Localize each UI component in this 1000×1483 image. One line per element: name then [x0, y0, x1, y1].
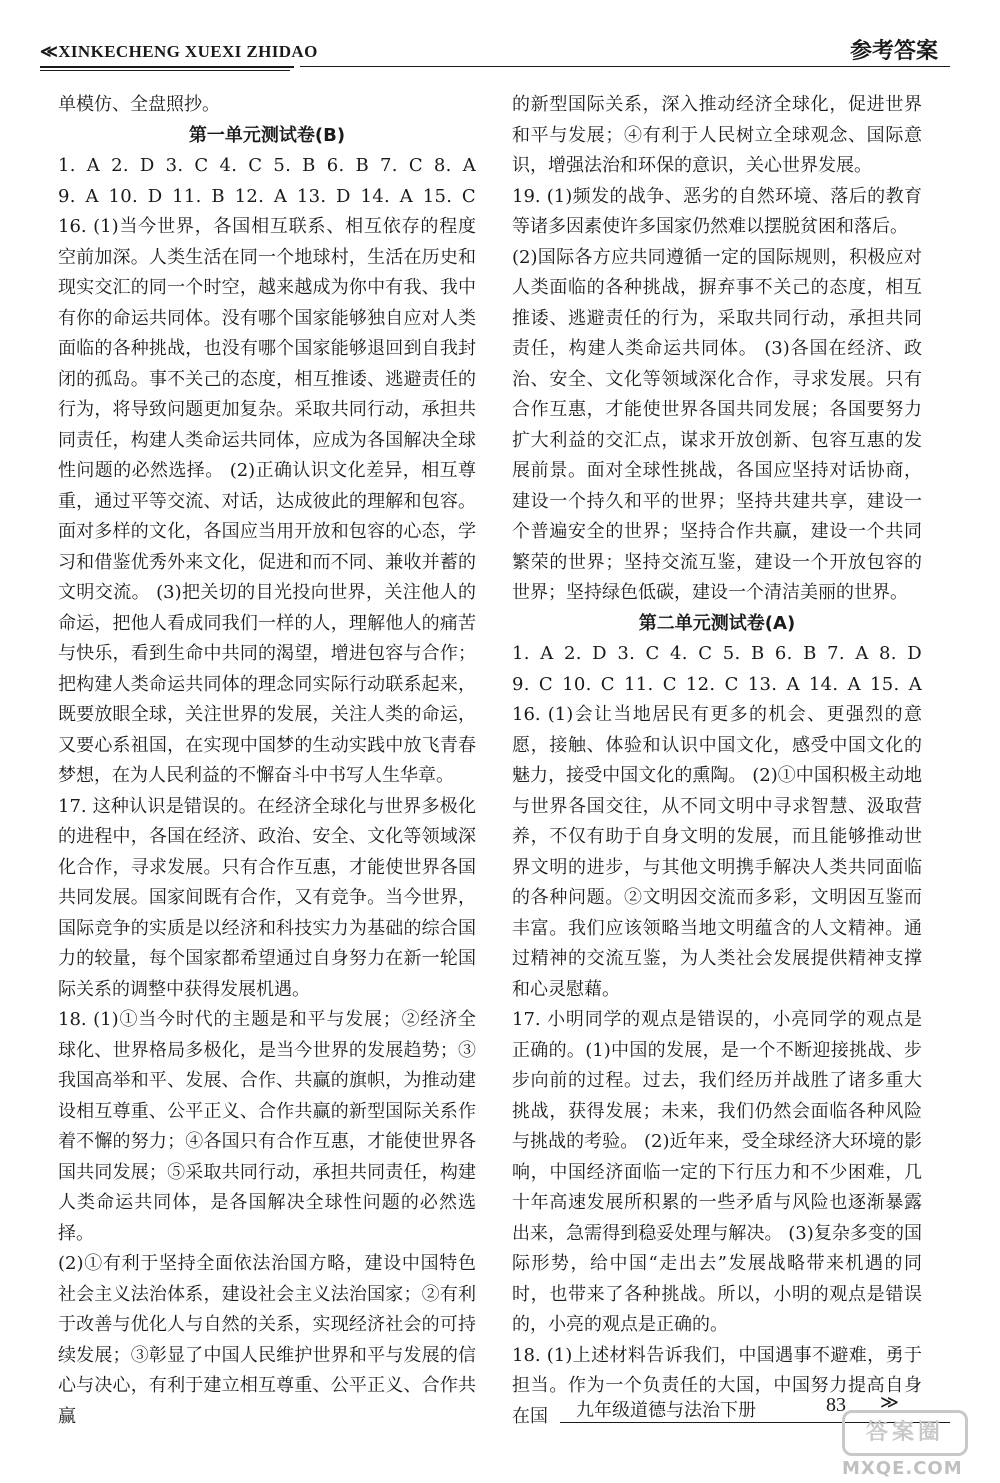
answer-paragraph: 18. (1)①当今时代的主题是和平与发展；②经济全球化、世界格局多极化，是当今世界的发展趋势；③我国高举和平、发展、合作、共赢的旗帜，为推动建设相互尊重、公平正义、合作共赢的新型国际关系作着不懈的努力；④各国只有合作互惠，才能使世界各国共同发展；⑤采取共同行动，承担共同责任，构建人类命运共同体，是各国解决全球性问题的必然选择。 [58, 1009, 476, 1244]
answer-paragraph: 单模仿、全盘照抄。 [58, 94, 220, 115]
book-title: 九年级道德与法治下册 [576, 1400, 756, 1421]
left-column [58, 90, 476, 1432]
answer-paragraph: 16. (1)会让当地居民有更多的机会、更强烈的意愿，接触、体验和认识中国文化，感受中国文化的魅力，接受中国文化的熏陶。 (2)①中国积极主动地与世界各国交往，从不同文明中寻求智慧、汲取营养，不仅有助于自身文明的发展，而且能够推动世界文明的进步，与其他文明携手解决人类共同面临的各种问题。②文明因交流而多彩，文明因互鉴而丰富。我们应该领略当地文明蕴含的人文精神。通过精神的交流互鉴，为人类社会发展提供精神支撑和心灵慰藉。 [512, 704, 922, 1000]
answer-key-row: 1. A 2. D 3. C 4. C 5. B 6. B 7. C 8. A [58, 155, 476, 176]
answer-key-row: 9. A 10. D 11. B 12. A 13. D 14. A 15. C [58, 185, 476, 207]
section-heading: 第一单元测试卷(B) [188, 124, 346, 146]
answer-paragraph: (2)国际各方应共同遵循一定的国际规则，积极应对人类面临的各种挑战，摒弃事不关己的态度，相互推诿、逃避责任的行为，采取共同行动，承担共同责任，构建人类命运共同体。 (3)各国在经济、政治、安全、文化等领域深化合作，寻求发展。只有合作互惠，才能使世界各国共同发展；各国要努力扩大利益的交汇点，谋求开放创新、包容互惠的发展前景。面对全球性挑战，各国应坚持对话协商，建设一个持久和平的世界；坚持共建共享，建设一个普遍安全的世界；坚持合作共赢，建设一个共同繁荣的世界；坚持交流互鉴，建设一个开放包容的世界；坚持绿色低碳，建设一个清洁美丽的世界。 [512, 246, 922, 603]
next-arrows-icon: ≫ [880, 1392, 899, 1413]
answer-paragraph: 19. (1)频发的战争、恶劣的自然环境、落后的教育等诸多因素使许多国家仍然难以摆脱贫困和落后。 [512, 185, 922, 237]
brand-title: ≪XINKECHENG XUEXI ZHIDAO [40, 42, 318, 61]
answer-paragraph: (2)①有利于坚持全面依法治国方略，建设中国特色社会主义法治体系，建设社会主义法治国家；②有利于改善与优化人与自然的关系，实现经济社会的可持续发展；③彰显了中国人民维护世界和平与发展的信心与决心，有利于建立相互尊重、公平正义、合作共赢 [58, 1253, 476, 1427]
answer-paragraph: 16. (1)当今世界，各国相互联系、相互依存的程度空前加深。人类生活在同一个地球村，生活在历史和现实交汇的同一个时空，越来越成为你中有我、我中有你的命运共同体。没有哪个国家能够独自应对人类面临的各种挑战，也没有哪个国家能够退回到自我封闭的孤岛。事不关己的态度，相互推诿、逃避责任的行为，将导致问题更加复杂。采取共同行动，承担共同责任，构建人类命运共同体，应成为各国解决全球性问题的必然选择。 (2)正确认识文化差异，相互尊重，通过平等交流、对话，达成彼此的理解和包容。面对多样的文化，各国应当用开放和包容的心态，学习和借鉴优秀外来文化，促进和而不同、兼收并蓄的文明交流。 (3)把关切的目光投向世界，关注他人的命运，把他人看成同我们一样的人，理解他人的痛苦与快乐，看到生命中共同的渴望，增进包容与合作；把构建人类命运共同体的理念同实际行动联系起来，既要放眼全球，关注世界的发展，关注人类的命运，又要心系祖国，在实现中国梦的生动实践中放飞青春梦想，在为人民利益的不懈奋斗中书写人生华章。 [58, 216, 476, 786]
watermark-url: MXQE.COM [842, 1458, 963, 1479]
brand-underline-thin [40, 70, 290, 71]
section-title: 参考答案 [849, 39, 938, 64]
answer-key-row: 9. C 10. C 11. C 12. C 13. A 14. A 15. A [512, 673, 922, 695]
answer-paragraph: 17. 小明同学的观点是错误的，小亮同学的观点是正确的。(1)中国的发展，是一个不断迎接挑战、步步向前的过程。过去，我们经历并战胜了诸多重大挑战，获得发展；未来，我们仍然会面临各种风险与挑战的考验。 (2)近年来，受全球经济大环境的影响，中国经济面临一定的下行压力和不少困难，几十年高速发展所积累的一些矛盾与风险也逐渐暴露出来，急需得到稳妥处理与解决。 (3)复杂多变的国际形势，给中国“走出去”发展战略带来机遇的同时，也带来了各种挑战。所以，小明的观点是错误的，小亮的观点是正确的。 [512, 1009, 922, 1335]
answer-paragraph: 17. 这种认识是错误的。在经济全球化与世界多极化的进程中，各国在经济、政治、安全、文化等领域深化合作，寻求发展。只有合作互惠，才能使世界各国共同发展。国家间既有合作，又有竞争。当今世界，国际竞争的实质是以经济和科技实力为基础的综合国力的较量，每个国家都希望通过自身努力在新一轮国际关系的调整中获得发展机遇。 [58, 795, 476, 1000]
page-header [0, 0, 1000, 80]
answer-key-row: 1. A 2. D 3. C 4. C 5. B 6. B 7. A 8. D [512, 643, 922, 664]
answer-paragraph: 的新型国际关系，深入推动经济全球化，促进世界和平与发展；④有利于人民树立全球观念、国际意识，增强法治和环保的意识，关心世界发展。 [512, 94, 922, 176]
page-number: 83 [826, 1394, 846, 1416]
header-rule [300, 66, 950, 67]
watermark-logo: 答案圈 [842, 1410, 968, 1456]
section-heading: 第二单元测试卷(A) [638, 612, 796, 634]
answer-paragraph: 18. (1)上述材料告诉我们，中国遇事不避难，勇于担当。作为一个负责任的大国，中国努力提高自身在国 [512, 1344, 922, 1427]
right-column [512, 90, 922, 1432]
brand-underline [40, 66, 294, 68]
